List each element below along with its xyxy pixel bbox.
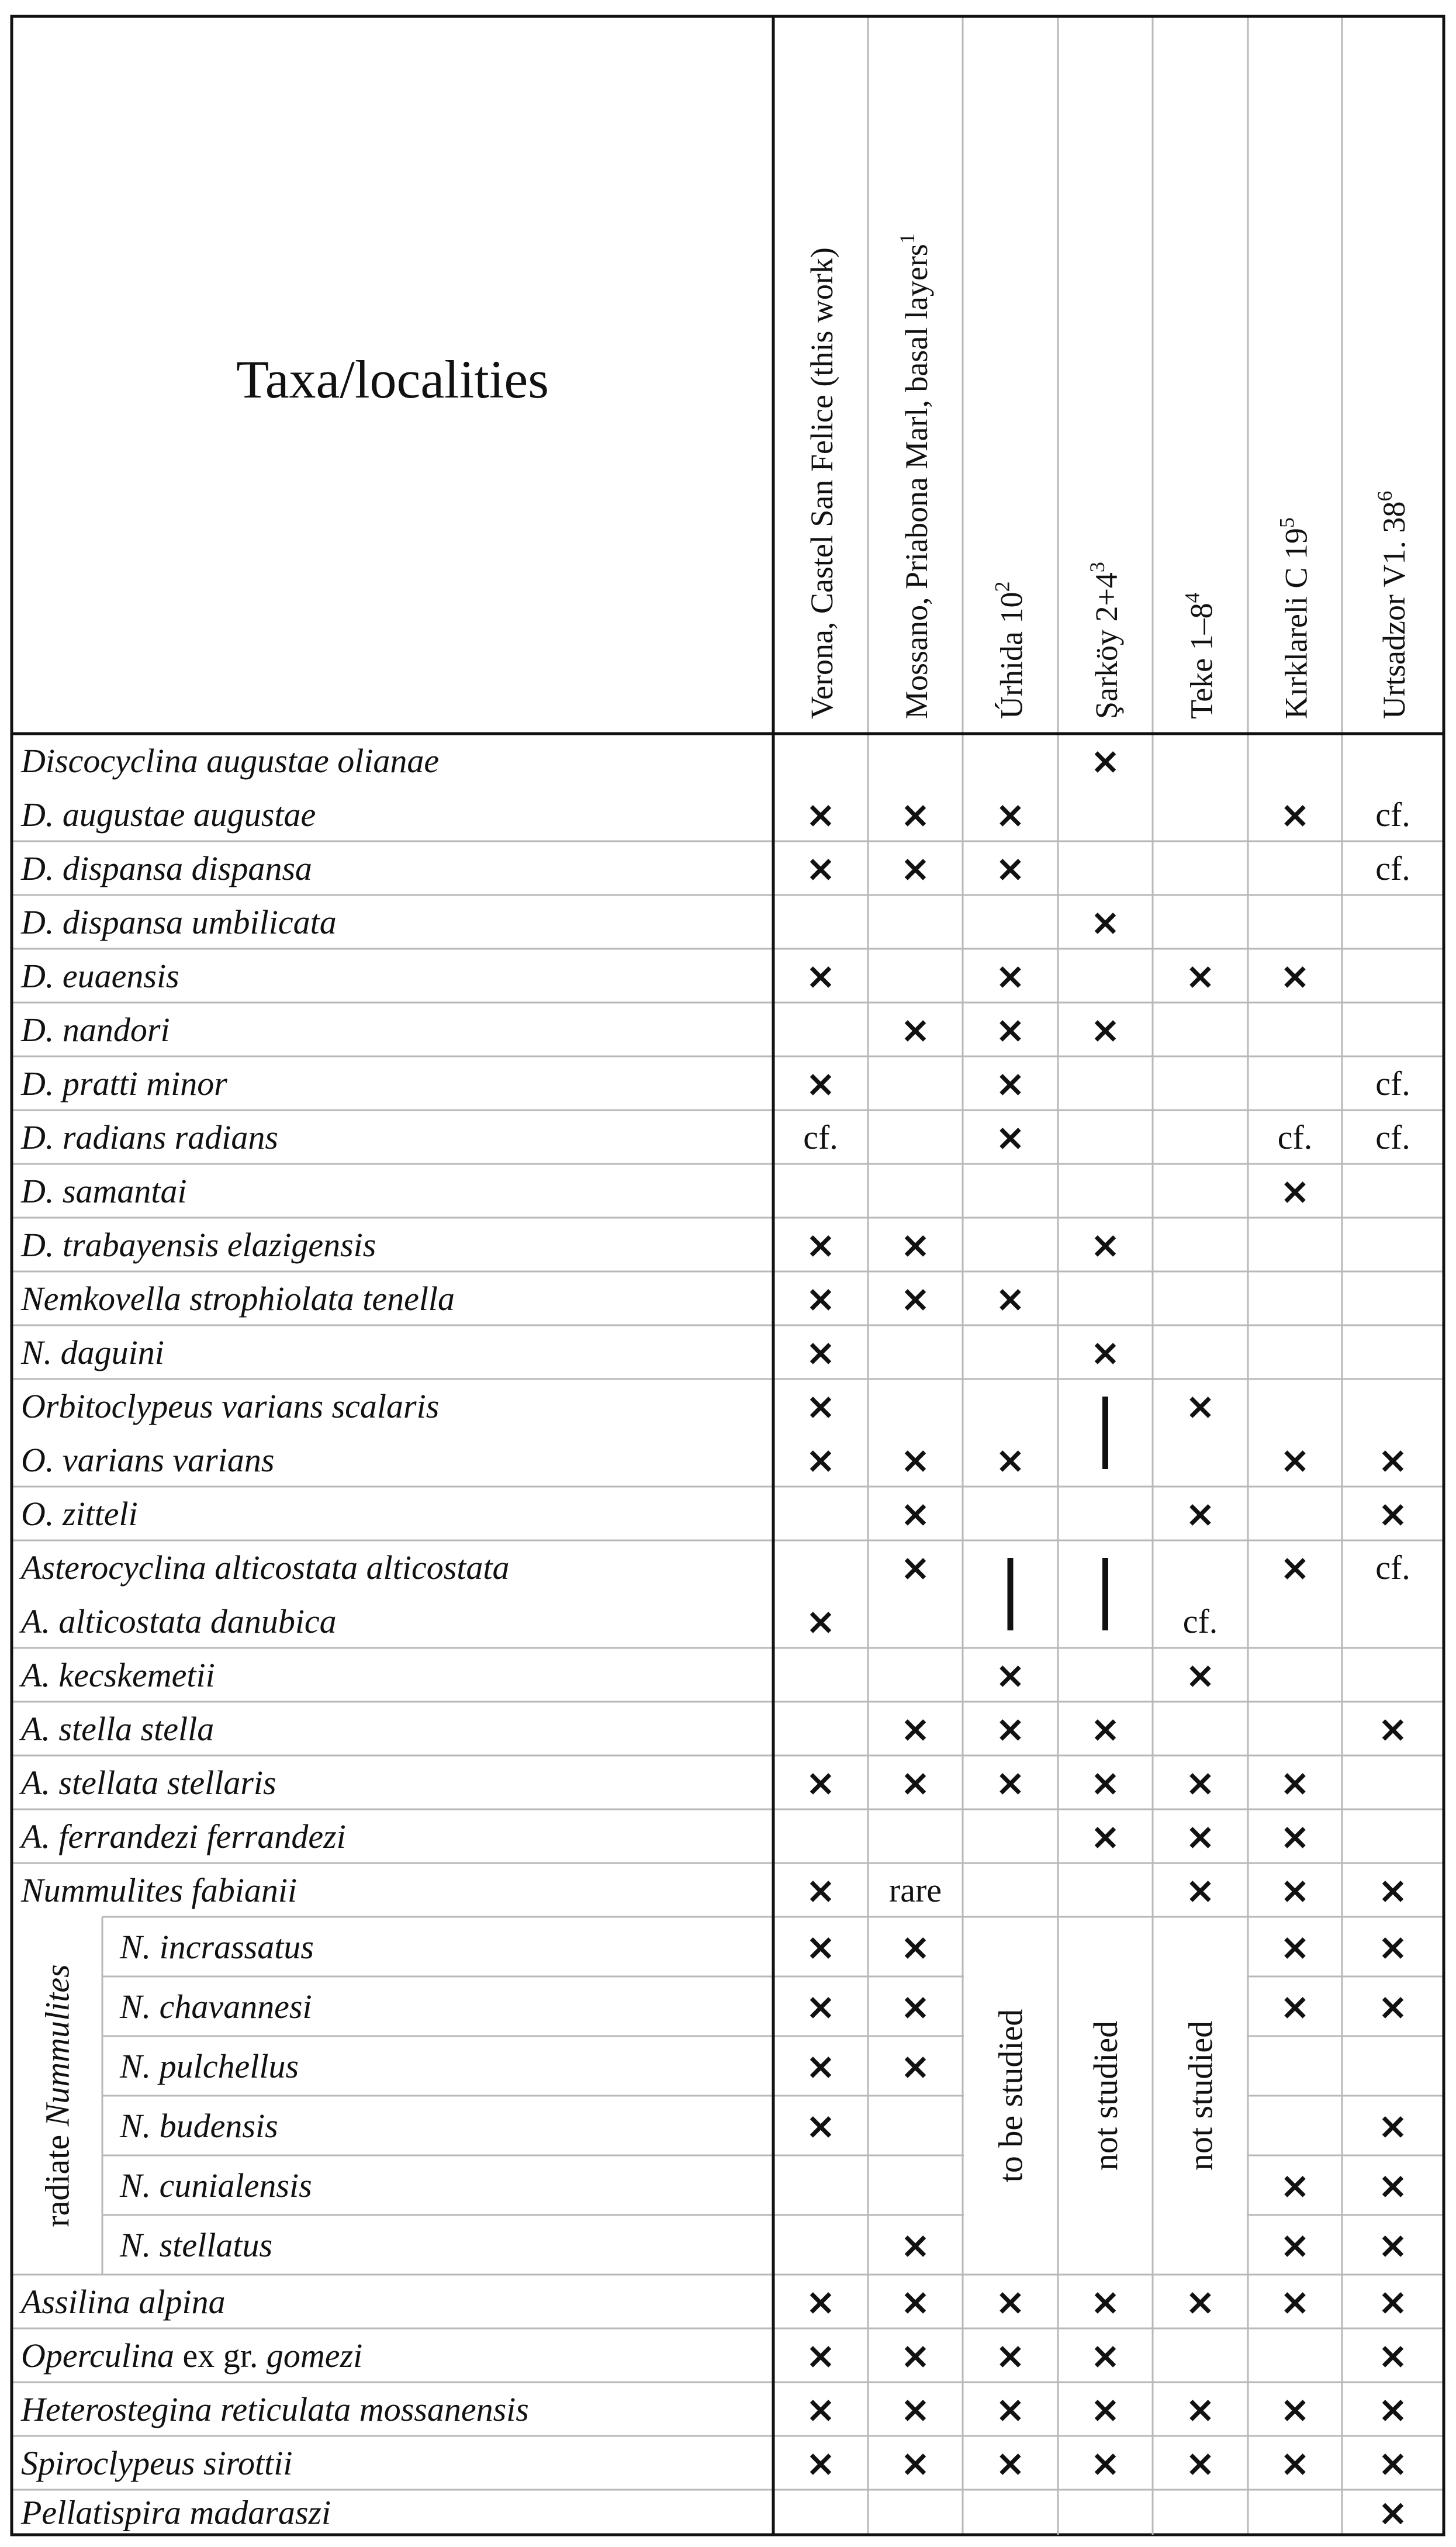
presence-mark: × xyxy=(1090,901,1120,944)
taxon-name: N. daguini xyxy=(21,1333,164,1371)
taxon-name: A. stellata stellaris xyxy=(21,1764,276,1802)
taxon-name: N. chavannesi xyxy=(120,1988,312,2026)
column-header-superscript: 3 xyxy=(1085,562,1109,573)
taxon-name: D. radians radians xyxy=(21,1118,278,1156)
presence-mark: × xyxy=(900,793,931,836)
presence-mark: × xyxy=(1378,1869,1408,1912)
taxon-name: D. samantai xyxy=(21,1172,187,1210)
presence-mark: × xyxy=(1279,1926,1310,1968)
presence-mark: × xyxy=(1090,2388,1120,2431)
range-bar xyxy=(1008,1558,1014,1630)
taxon-name: Spiroclypeus sirottii xyxy=(21,2444,293,2482)
presence-mark: × xyxy=(1279,2164,1310,2207)
cf-mark: cf. xyxy=(1182,1602,1218,1640)
presence-mark: × xyxy=(805,2280,836,2323)
rare-mark: rare xyxy=(888,1871,942,1909)
presence-mark: × xyxy=(805,2104,836,2147)
presence-mark: × xyxy=(900,2045,931,2088)
presence-mark: × xyxy=(1378,2388,1408,2431)
column-header-4 xyxy=(1085,562,1124,719)
column-header-5 xyxy=(1181,592,1219,719)
presence-mark: × xyxy=(805,793,836,836)
presence-mark: × xyxy=(900,2388,931,2431)
taxon-name: Heterostegina reticulata mossanensis xyxy=(21,2390,529,2428)
column-header-7 xyxy=(1373,491,1412,719)
taxon-name: Pellatispira madaraszi xyxy=(21,2493,331,2532)
presence-mark: × xyxy=(1185,1492,1216,1535)
column-header-superscript: 2 xyxy=(990,581,1014,592)
taxon-name: D. pratti minor xyxy=(21,1065,227,1103)
presence-mark: × xyxy=(900,1277,931,1320)
taxon-name: A. alticostata danubica xyxy=(21,1602,337,1640)
presence-mark: × xyxy=(1378,1708,1408,1750)
presence-mark: × xyxy=(805,2388,836,2431)
column-header-superscript: 4 xyxy=(1180,592,1204,603)
presence-mark: × xyxy=(1378,2334,1408,2377)
presence-mark: × xyxy=(1090,1331,1120,1374)
presence-mark: × xyxy=(995,1761,1026,1804)
presence-mark: × xyxy=(900,1224,931,1266)
column-header-3 xyxy=(991,582,1029,719)
cf-mark: cf. xyxy=(1375,1118,1410,1156)
presence-mark: × xyxy=(995,955,1026,997)
presence-mark: × xyxy=(1185,1761,1216,1804)
presence-mark: × xyxy=(995,2388,1026,2431)
presence-mark: × xyxy=(900,2334,931,2377)
table-title: Taxa/localities xyxy=(236,350,549,409)
column-header-superscript: 1 xyxy=(895,233,919,244)
taxon-name: N. stellatus xyxy=(120,2226,273,2264)
presence-mark: × xyxy=(1279,1546,1310,1589)
presence-mark: × xyxy=(900,1492,931,1535)
presence-mark: × xyxy=(1090,1708,1120,1750)
presence-mark: × xyxy=(900,2224,931,2266)
cf-mark: cf. xyxy=(803,1118,838,1156)
presence-mark: × xyxy=(1378,1439,1408,1481)
presence-mark: × xyxy=(1185,1385,1216,1428)
presence-mark: × xyxy=(805,1439,836,1481)
presence-mark: × xyxy=(900,1926,931,1968)
presence-mark: × xyxy=(805,847,836,890)
presence-mark: × xyxy=(900,1985,931,2028)
presence-mark: × xyxy=(1185,1654,1216,1696)
presence-mark: × xyxy=(995,1116,1026,1159)
group-label-genus: Nummulites xyxy=(38,1964,77,2127)
presence-mark: × xyxy=(805,1985,836,2028)
presence-mark: × xyxy=(805,2442,836,2484)
presence-mark: × xyxy=(1279,1869,1310,1912)
group-label-radiate-nummulites xyxy=(39,1964,77,2227)
presence-mark: × xyxy=(1090,2442,1120,2484)
presence-mark: × xyxy=(805,2045,836,2088)
taxon-name: A. stella stella xyxy=(21,1710,215,1748)
cf-mark: cf. xyxy=(1277,1118,1313,1156)
taxon-name: N. pulchellus xyxy=(120,2047,299,2085)
taxon-name: Nemkovella strophiolata tenella xyxy=(21,1280,455,1318)
presence-mark: × xyxy=(1279,1761,1310,1804)
presence-mark: × xyxy=(900,847,931,890)
presence-mark: × xyxy=(1378,2164,1408,2207)
taxon-name: D. dispansa umbilicata xyxy=(21,903,337,941)
taxon-name: N. incrassatus xyxy=(120,1928,314,1966)
presence-mark: × xyxy=(805,1277,836,1320)
note-not-studied-sarkoy: not studied xyxy=(1087,2020,1125,2171)
presence-mark: × xyxy=(805,1385,836,1428)
presence-mark: × xyxy=(1090,1008,1120,1051)
presence-mark: × xyxy=(1090,1224,1120,1266)
presence-mark: × xyxy=(805,1761,836,1804)
presence-mark: × xyxy=(805,1062,836,1105)
column-header-6 xyxy=(1275,517,1314,719)
column-header-1 xyxy=(804,247,839,719)
presence-mark: × xyxy=(995,847,1026,890)
presence-mark: × xyxy=(1185,2388,1216,2431)
presence-mark: × xyxy=(1090,2334,1120,2377)
presence-mark: × xyxy=(995,1654,1026,1696)
taxon-name: Nummulites fabianii xyxy=(21,1871,298,1909)
taxon-name: A. ferrandezi ferrandezi xyxy=(21,1817,346,1855)
presence-mark: × xyxy=(1279,793,1310,836)
cf-mark: cf. xyxy=(1375,1065,1410,1103)
presence-mark: × xyxy=(995,1439,1026,1481)
presence-mark: × xyxy=(900,1761,931,1804)
presence-mark: × xyxy=(995,1708,1026,1750)
presence-mark: × xyxy=(900,2280,931,2323)
column-header-label: Mossano, Priabona Marl, basal layers xyxy=(899,244,934,719)
presence-mark: × xyxy=(1185,2280,1216,2323)
presence-mark: × xyxy=(1378,2442,1408,2484)
taxon-name: D. augustae augustae xyxy=(21,796,316,834)
column-header-label: Verona, Castel San Felice (this work) xyxy=(804,247,839,719)
taxon-name: Orbitoclypeus varians scalaris xyxy=(21,1387,440,1425)
presence-mark: × xyxy=(1279,2442,1310,2484)
presence-mark: × xyxy=(1185,1815,1216,1858)
taxon-name: N. budensis xyxy=(120,2107,278,2145)
taxon-name: A. kecskemetii xyxy=(21,1656,215,1694)
range-bar xyxy=(1102,1558,1108,1630)
presence-mark: × xyxy=(1090,2280,1120,2323)
presence-mark: × xyxy=(900,1546,931,1589)
presence-mark: × xyxy=(1185,1869,1216,1912)
presence-mark: × xyxy=(1090,1815,1120,1858)
taxon-name: Asterocyclina alticostata alticostata xyxy=(21,1549,510,1587)
presence-mark: × xyxy=(1279,1815,1310,1858)
presence-mark: × xyxy=(805,1224,836,1266)
presence-mark: × xyxy=(805,2334,836,2377)
range-bar xyxy=(1102,1397,1108,1469)
column-header-label: Kırklareli C 19 xyxy=(1278,528,1314,719)
presence-mark: × xyxy=(995,1008,1026,1051)
presence-mark: × xyxy=(1378,1492,1408,1535)
presence-mark: × xyxy=(1279,2388,1310,2431)
cf-mark: cf. xyxy=(1375,796,1410,834)
presence-mark: × xyxy=(1090,1761,1120,1804)
column-header-label: Şarköy 2+4 xyxy=(1089,572,1124,719)
taxon-name: Discocyclina augustae olianae xyxy=(21,742,440,780)
presence-mark: × xyxy=(805,1331,836,1374)
taxon-name: O. zitteli xyxy=(21,1495,138,1533)
column-header-label: Teke 1–8 xyxy=(1184,603,1219,719)
taxon-name: D. trabayensis elazigensis xyxy=(21,1226,376,1264)
column-header-label: Urtsadzor V1. 38 xyxy=(1377,501,1412,719)
column-header-superscript: 6 xyxy=(1373,490,1396,502)
cf-mark: cf. xyxy=(1375,849,1410,887)
cf-mark: cf. xyxy=(1375,1549,1410,1587)
taxon-name: N. cunialensis xyxy=(120,2166,312,2204)
presence-mark: × xyxy=(1378,2224,1408,2266)
taxon-name: Operculina ex gr. gomezi xyxy=(21,2337,363,2375)
group-label-prefix: radiate xyxy=(38,2126,77,2227)
presence-mark: × xyxy=(995,793,1026,836)
presence-mark: × xyxy=(900,1008,931,1051)
note-to-be-studied: to be studied xyxy=(991,2009,1030,2183)
taxon-name: Assilina alpina xyxy=(21,2283,226,2321)
presence-mark: × xyxy=(1090,739,1120,782)
presence-mark: × xyxy=(805,1600,836,1643)
presence-mark: × xyxy=(900,1708,931,1750)
presence-mark: × xyxy=(995,1277,1026,1320)
presence-mark: × xyxy=(1185,2442,1216,2484)
presence-mark: × xyxy=(900,1439,931,1481)
presence-mark: × xyxy=(805,1869,836,1912)
presence-mark: × xyxy=(1185,955,1216,997)
presence-mark: × xyxy=(995,1062,1026,1105)
presence-mark: × xyxy=(1279,955,1310,997)
presence-mark: × xyxy=(1378,2491,1408,2534)
presence-mark: × xyxy=(1279,1170,1310,1212)
presence-mark: × xyxy=(1378,1926,1408,1968)
taxon-name: D. dispansa dispansa xyxy=(21,849,312,887)
taxon-name: D. euaensis xyxy=(21,957,179,995)
taxon-name: D. nandori xyxy=(21,1011,170,1049)
column-header-superscript: 5 xyxy=(1275,517,1299,528)
note-not-studied-teke: not studied xyxy=(1181,2020,1220,2171)
presence-mark: × xyxy=(1279,1985,1310,2028)
presence-mark: × xyxy=(805,1926,836,1968)
presence-mark: × xyxy=(1279,2224,1310,2266)
presence-mark: × xyxy=(995,2442,1026,2484)
presence-mark: × xyxy=(995,2334,1026,2377)
presence-mark: × xyxy=(900,2442,931,2484)
presence-mark: × xyxy=(1279,1439,1310,1481)
taxon-name: O. varians varians xyxy=(21,1441,275,1479)
presence-mark: × xyxy=(1378,2104,1408,2147)
presence-mark: × xyxy=(805,955,836,997)
presence-mark: × xyxy=(1378,2280,1408,2323)
presence-mark: × xyxy=(1279,2280,1310,2323)
presence-mark: × xyxy=(1378,1985,1408,2028)
presence-mark: × xyxy=(995,2280,1026,2323)
column-header-label: Úrhida 10 xyxy=(994,592,1029,719)
column-header-2 xyxy=(895,233,934,719)
